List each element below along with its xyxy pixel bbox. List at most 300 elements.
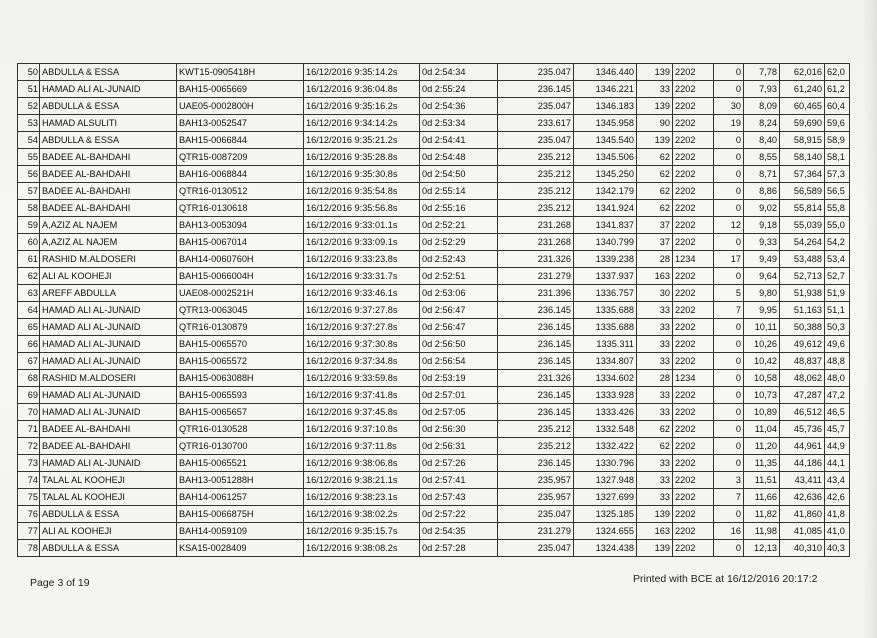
count-cell: 33 [637, 353, 673, 370]
points-extra-cell: 55,8 [825, 200, 850, 217]
ring-cell: QTR16-0130528 [177, 421, 304, 438]
count-cell: 33 [637, 489, 673, 506]
points-cell: 56,589 [780, 183, 825, 200]
points-cell: 51,938 [780, 285, 825, 302]
speed-cell: 1334.602 [574, 370, 637, 387]
speed-cell: 1346.440 [574, 64, 637, 81]
points-extra-cell: 43,4 [825, 472, 850, 489]
speed-cell: 1345.958 [574, 115, 637, 132]
count-cell: 33 [637, 81, 673, 98]
speed-cell: 1324.438 [574, 540, 637, 557]
speed-cell: 1324.655 [574, 523, 637, 540]
percent-cell: 11,35 [744, 455, 780, 472]
table-row [18, 353, 850, 370]
count-cell: 62 [637, 438, 673, 455]
points-extra-cell: 40,3 [825, 540, 850, 557]
position-cell: 62 [18, 268, 40, 285]
distance-cell: 236.145 [498, 353, 574, 370]
points-extra-cell: 54,2 [825, 234, 850, 251]
loft-cell: 2202 [673, 64, 714, 81]
ring-cell: BAH15-0065593 [177, 387, 304, 404]
ring-cell: BAH15-0065572 [177, 353, 304, 370]
points-cell: 42,636 [780, 489, 825, 506]
diff-cell: 0 [714, 438, 744, 455]
distance-cell: 233.617 [498, 115, 574, 132]
ring-cell: QTR15-0087209 [177, 149, 304, 166]
points-cell: 51,163 [780, 302, 825, 319]
speed-cell: 1337.937 [574, 268, 637, 285]
points-cell: 48,837 [780, 353, 825, 370]
ring-cell: BAH13-0053094 [177, 217, 304, 234]
diff-cell: 0 [714, 166, 744, 183]
points-extra-cell: 55,0 [825, 217, 850, 234]
arrival-cell: 16/12/2016 9:35:28.8s [304, 149, 420, 166]
diff-cell: 0 [714, 455, 744, 472]
page-edge-shadow [863, 0, 877, 638]
percent-cell: 10,89 [744, 404, 780, 421]
loft-cell: 2202 [673, 115, 714, 132]
count-cell: 62 [637, 149, 673, 166]
points-cell: 59,690 [780, 115, 825, 132]
position-cell: 57 [18, 183, 40, 200]
percent-cell: 10,73 [744, 387, 780, 404]
points-cell: 54,264 [780, 234, 825, 251]
duration-cell: 0d 2:57:43 [420, 489, 498, 506]
arrival-cell: 16/12/2016 9:37:27.8s [304, 302, 420, 319]
distance-cell: 236.145 [498, 387, 574, 404]
loft-cell: 2202 [673, 285, 714, 302]
points-extra-cell: 53,4 [825, 251, 850, 268]
points-extra-cell: 60,4 [825, 98, 850, 115]
points-cell: 47,287 [780, 387, 825, 404]
fancier-cell: BADEE AL-BAHDAHI [40, 183, 177, 200]
loft-cell: 2202 [673, 455, 714, 472]
ring-cell: BAH13-0052547 [177, 115, 304, 132]
ring-cell: BAH15-0066004H [177, 268, 304, 285]
fancier-cell: TALAL AL KOOHEJI [40, 472, 177, 489]
arrival-cell: 16/12/2016 9:37:11.8s [304, 438, 420, 455]
speed-cell: 1346.221 [574, 81, 637, 98]
position-cell: 60 [18, 234, 40, 251]
diff-cell: 17 [714, 251, 744, 268]
percent-cell: 7,93 [744, 81, 780, 98]
points-extra-cell: 57,3 [825, 166, 850, 183]
distance-cell: 231.279 [498, 268, 574, 285]
position-cell: 51 [18, 81, 40, 98]
arrival-cell: 16/12/2016 9:35:16.2s [304, 98, 420, 115]
distance-cell: 231.279 [498, 523, 574, 540]
table-row [18, 506, 850, 523]
count-cell: 163 [637, 523, 673, 540]
distance-cell: 235.212 [498, 438, 574, 455]
arrival-cell: 16/12/2016 9:33:23.8s [304, 251, 420, 268]
position-cell: 54 [18, 132, 40, 149]
count-cell: 37 [637, 217, 673, 234]
points-cell: 41,085 [780, 523, 825, 540]
points-cell: 55,039 [780, 217, 825, 234]
fancier-cell: BADEE AL-BAHDAHI [40, 149, 177, 166]
arrival-cell: 16/12/2016 9:37:27.8s [304, 319, 420, 336]
count-cell: 33 [637, 455, 673, 472]
table-row [18, 472, 850, 489]
arrival-cell: 16/12/2016 9:33:01.1s [304, 217, 420, 234]
count-cell: 33 [637, 472, 673, 489]
duration-cell: 0d 2:52:21 [420, 217, 498, 234]
loft-cell: 2202 [673, 268, 714, 285]
duration-cell: 0d 2:52:43 [420, 251, 498, 268]
distance-cell: 236.145 [498, 302, 574, 319]
fancier-cell: AREFF ABDULLA [40, 285, 177, 302]
points-extra-cell: 62,0 [825, 64, 850, 81]
points-extra-cell: 41,0 [825, 523, 850, 540]
position-cell: 66 [18, 336, 40, 353]
fancier-cell: HAMAD ALI AL-JUNAID [40, 81, 177, 98]
ring-cell: UAE05-0002800H [177, 98, 304, 115]
diff-cell: 3 [714, 472, 744, 489]
arrival-cell: 16/12/2016 9:37:10.8s [304, 421, 420, 438]
fancier-cell: RASHID M.ALDOSERI [40, 370, 177, 387]
arrival-cell: 16/12/2016 9:38:02.2s [304, 506, 420, 523]
points-cell: 40,310 [780, 540, 825, 557]
points-cell: 60,465 [780, 98, 825, 115]
speed-cell: 1332.422 [574, 438, 637, 455]
table-row [18, 455, 850, 472]
fancier-cell: A,AZIZ AL NAJEM [40, 217, 177, 234]
points-cell: 58,915 [780, 132, 825, 149]
position-cell: 65 [18, 319, 40, 336]
fancier-cell: ALI AL KOOHEJI [40, 268, 177, 285]
count-cell: 37 [637, 234, 673, 251]
arrival-cell: 16/12/2016 9:38:21.1s [304, 472, 420, 489]
speed-cell: 1346.183 [574, 98, 637, 115]
fancier-cell: HAMAD ALI AL-JUNAID [40, 404, 177, 421]
points-extra-cell: 59,6 [825, 115, 850, 132]
table-row [18, 387, 850, 404]
ring-cell: BAH14-0059109 [177, 523, 304, 540]
table-row [18, 115, 850, 132]
position-cell: 71 [18, 421, 40, 438]
count-cell: 90 [637, 115, 673, 132]
count-cell: 33 [637, 387, 673, 404]
duration-cell: 0d 2:54:48 [420, 149, 498, 166]
position-cell: 74 [18, 472, 40, 489]
fancier-cell: HAMAD ALI AL-JUNAID [40, 353, 177, 370]
ring-cell: BAH15-0065570 [177, 336, 304, 353]
distance-cell: 231.326 [498, 251, 574, 268]
arrival-cell: 16/12/2016 9:33:31.7s [304, 268, 420, 285]
distance-cell: 235.212 [498, 200, 574, 217]
position-cell: 58 [18, 200, 40, 217]
ring-cell: BAH15-0066875H [177, 506, 304, 523]
arrival-cell: 16/12/2016 9:38:06.8s [304, 455, 420, 472]
distance-cell: 231.326 [498, 370, 574, 387]
points-extra-cell: 58,1 [825, 149, 850, 166]
points-cell: 57,364 [780, 166, 825, 183]
duration-cell: 0d 2:56:47 [420, 302, 498, 319]
table-row [18, 370, 850, 387]
arrival-cell: 16/12/2016 9:38:08.2s [304, 540, 420, 557]
percent-cell: 9,95 [744, 302, 780, 319]
diff-cell: 0 [714, 506, 744, 523]
fancier-cell: ALI AL KOOHEJI [40, 523, 177, 540]
percent-cell: 10,11 [744, 319, 780, 336]
count-cell: 139 [637, 64, 673, 81]
fancier-cell: BADEE AL-BAHDAHI [40, 421, 177, 438]
fancier-cell: TALAL AL KOOHEJI [40, 489, 177, 506]
duration-cell: 0d 2:53:34 [420, 115, 498, 132]
diff-cell: 0 [714, 268, 744, 285]
speed-cell: 1330.796 [574, 455, 637, 472]
diff-cell: 30 [714, 98, 744, 115]
position-cell: 73 [18, 455, 40, 472]
points-cell: 43,411 [780, 472, 825, 489]
table-row [18, 319, 850, 336]
points-extra-cell: 47,2 [825, 387, 850, 404]
duration-cell: 0d 2:57:05 [420, 404, 498, 421]
diff-cell: 0 [714, 81, 744, 98]
points-cell: 61,240 [780, 81, 825, 98]
percent-cell: 8,55 [744, 149, 780, 166]
arrival-cell: 16/12/2016 9:35:30.8s [304, 166, 420, 183]
points-extra-cell: 51,1 [825, 302, 850, 319]
diff-cell: 7 [714, 302, 744, 319]
ring-cell: BAH14-0060760H [177, 251, 304, 268]
table-row [18, 540, 850, 557]
diff-cell: 12 [714, 217, 744, 234]
speed-cell: 1345.506 [574, 149, 637, 166]
points-cell: 49,612 [780, 336, 825, 353]
arrival-cell: 16/12/2016 9:37:45.8s [304, 404, 420, 421]
duration-cell: 0d 2:56:31 [420, 438, 498, 455]
arrival-cell: 16/12/2016 9:34:14.2s [304, 115, 420, 132]
position-cell: 52 [18, 98, 40, 115]
percent-cell: 9,64 [744, 268, 780, 285]
points-extra-cell: 58,9 [825, 132, 850, 149]
count-cell: 28 [637, 370, 673, 387]
table-row [18, 217, 850, 234]
position-cell: 64 [18, 302, 40, 319]
points-extra-cell: 42,6 [825, 489, 850, 506]
ring-cell: QTR13-0063045 [177, 302, 304, 319]
speed-cell: 1325.185 [574, 506, 637, 523]
points-cell: 50,388 [780, 319, 825, 336]
distance-cell: 235.212 [498, 149, 574, 166]
count-cell: 30 [637, 285, 673, 302]
points-extra-cell: 61,2 [825, 81, 850, 98]
loft-cell: 2202 [673, 472, 714, 489]
ring-cell: BAH16-0068844 [177, 166, 304, 183]
position-cell: 59 [18, 217, 40, 234]
ring-cell: QTR16-0130700 [177, 438, 304, 455]
distance-cell: 231.268 [498, 234, 574, 251]
points-extra-cell: 45,7 [825, 421, 850, 438]
distance-cell: 235.047 [498, 64, 574, 81]
diff-cell: 0 [714, 132, 744, 149]
points-extra-cell: 51,9 [825, 285, 850, 302]
points-cell: 55,814 [780, 200, 825, 217]
diff-cell: 0 [714, 353, 744, 370]
count-cell: 139 [637, 98, 673, 115]
points-cell: 44,186 [780, 455, 825, 472]
points-cell: 62,016 [780, 64, 825, 81]
points-extra-cell: 52,7 [825, 268, 850, 285]
position-cell: 77 [18, 523, 40, 540]
distance-cell: 235.047 [498, 98, 574, 115]
position-cell: 75 [18, 489, 40, 506]
table-row [18, 404, 850, 421]
count-cell: 28 [637, 251, 673, 268]
percent-cell: 10,26 [744, 336, 780, 353]
percent-cell: 8,24 [744, 115, 780, 132]
loft-cell: 2202 [673, 183, 714, 200]
position-cell: 70 [18, 404, 40, 421]
arrival-cell: 16/12/2016 9:33:09.1s [304, 234, 420, 251]
diff-cell: 0 [714, 64, 744, 81]
duration-cell: 0d 2:57:26 [420, 455, 498, 472]
ring-cell: KSA15-0028409 [177, 540, 304, 557]
distance-cell: 235.212 [498, 183, 574, 200]
speed-cell: 1332.548 [574, 421, 637, 438]
arrival-cell: 16/12/2016 9:35:15.7s [304, 523, 420, 540]
arrival-cell: 16/12/2016 9:37:41.8s [304, 387, 420, 404]
position-cell: 50 [18, 64, 40, 81]
percent-cell: 11,66 [744, 489, 780, 506]
points-cell: 53,488 [780, 251, 825, 268]
points-cell: 52,713 [780, 268, 825, 285]
table-row [18, 523, 850, 540]
points-cell: 46,512 [780, 404, 825, 421]
duration-cell: 0d 2:56:47 [420, 319, 498, 336]
duration-cell: 0d 2:54:50 [420, 166, 498, 183]
distance-cell: 236.145 [498, 455, 574, 472]
duration-cell: 0d 2:56:54 [420, 353, 498, 370]
speed-cell: 1345.250 [574, 166, 637, 183]
speed-cell: 1335.688 [574, 319, 637, 336]
count-cell: 62 [637, 200, 673, 217]
points-extra-cell: 49,6 [825, 336, 850, 353]
duration-cell: 0d 2:53:06 [420, 285, 498, 302]
loft-cell: 2202 [673, 353, 714, 370]
count-cell: 62 [637, 183, 673, 200]
distance-cell: 235.212 [498, 166, 574, 183]
ring-cell: BAH14-0061257 [177, 489, 304, 506]
diff-cell: 0 [714, 234, 744, 251]
percent-cell: 9,49 [744, 251, 780, 268]
percent-cell: 12,13 [744, 540, 780, 557]
speed-cell: 1335.688 [574, 302, 637, 319]
speed-cell: 1335.311 [574, 336, 637, 353]
table-row [18, 183, 850, 200]
points-cell: 41,860 [780, 506, 825, 523]
arrival-cell: 16/12/2016 9:33:46.1s [304, 285, 420, 302]
arrival-cell: 16/12/2016 9:38:23.1s [304, 489, 420, 506]
duration-cell: 0d 2:54:34 [420, 64, 498, 81]
diff-cell: 0 [714, 149, 744, 166]
count-cell: 33 [637, 404, 673, 421]
fancier-cell: BADEE AL-BAHDAHI [40, 166, 177, 183]
fancier-cell: HAMAD ALI AL-JUNAID [40, 387, 177, 404]
percent-cell: 11,04 [744, 421, 780, 438]
table-row [18, 132, 850, 149]
fancier-cell: ABDULLA & ESSA [40, 540, 177, 557]
points-cell: 48,062 [780, 370, 825, 387]
loft-cell: 2202 [673, 540, 714, 557]
fancier-cell: HAMAD ALI AL-JUNAID [40, 336, 177, 353]
fancier-cell: RASHID M.ALDOSERI [40, 251, 177, 268]
table-row [18, 234, 850, 251]
ring-cell: UAE08-0002521H [177, 285, 304, 302]
duration-cell: 0d 2:54:41 [420, 132, 498, 149]
percent-cell: 9,18 [744, 217, 780, 234]
results-table-body [18, 64, 850, 557]
diff-cell: 0 [714, 404, 744, 421]
ring-cell: BAH15-0065669 [177, 81, 304, 98]
distance-cell: 235.957 [498, 489, 574, 506]
fancier-cell: A,AZIZ AL NAJEM [40, 234, 177, 251]
diff-cell: 5 [714, 285, 744, 302]
table-row [18, 81, 850, 98]
loft-cell: 2202 [673, 98, 714, 115]
distance-cell: 235.957 [498, 472, 574, 489]
points-cell: 44,961 [780, 438, 825, 455]
table-row [18, 438, 850, 455]
distance-cell: 231.396 [498, 285, 574, 302]
duration-cell: 0d 2:57:41 [420, 472, 498, 489]
speed-cell: 1327.948 [574, 472, 637, 489]
speed-cell: 1336.757 [574, 285, 637, 302]
points-extra-cell: 44,1 [825, 455, 850, 472]
distance-cell: 235.047 [498, 506, 574, 523]
fancier-cell: BADEE AL-BAHDAHI [40, 438, 177, 455]
table-row [18, 251, 850, 268]
percent-cell: 9,80 [744, 285, 780, 302]
position-cell: 76 [18, 506, 40, 523]
position-cell: 67 [18, 353, 40, 370]
duration-cell: 0d 2:57:01 [420, 387, 498, 404]
count-cell: 33 [637, 336, 673, 353]
percent-cell: 10,58 [744, 370, 780, 387]
page-number: Page 3 of 19 [30, 577, 90, 589]
duration-cell: 0d 2:56:30 [420, 421, 498, 438]
count-cell: 139 [637, 132, 673, 149]
arrival-cell: 16/12/2016 9:37:30.8s [304, 336, 420, 353]
table-row [18, 421, 850, 438]
speed-cell: 1340.799 [574, 234, 637, 251]
position-cell: 56 [18, 166, 40, 183]
fancier-cell: HAMAD ALI AL-JUNAID [40, 319, 177, 336]
loft-cell: 2202 [673, 149, 714, 166]
percent-cell: 8,09 [744, 98, 780, 115]
count-cell: 139 [637, 540, 673, 557]
count-cell: 33 [637, 302, 673, 319]
ring-cell: BAH15-0067014 [177, 234, 304, 251]
duration-cell: 0d 2:56:50 [420, 336, 498, 353]
points-extra-cell: 48,0 [825, 370, 850, 387]
diff-cell: 7 [714, 489, 744, 506]
position-cell: 63 [18, 285, 40, 302]
points-extra-cell: 44,9 [825, 438, 850, 455]
ring-cell: BAH15-0063088H [177, 370, 304, 387]
loft-cell: 2202 [673, 421, 714, 438]
count-cell: 33 [637, 319, 673, 336]
loft-cell: 2202 [673, 523, 714, 540]
diff-cell: 0 [714, 540, 744, 557]
loft-cell: 2202 [673, 404, 714, 421]
fancier-cell: ABDULLA & ESSA [40, 98, 177, 115]
loft-cell: 2202 [673, 166, 714, 183]
loft-cell: 2202 [673, 387, 714, 404]
speed-cell: 1341.837 [574, 217, 637, 234]
